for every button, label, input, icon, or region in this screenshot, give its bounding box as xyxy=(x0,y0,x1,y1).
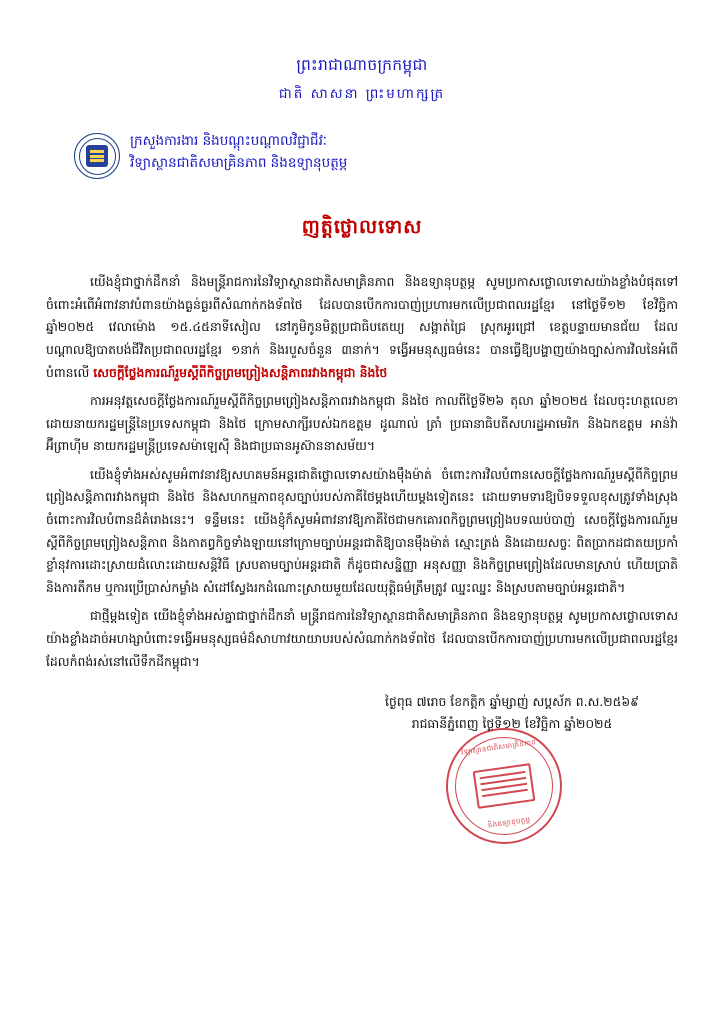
paragraph-2 xyxy=(46,390,678,458)
ministry-name-block xyxy=(130,131,347,174)
paragraph-1-text: យើងខ្ញុំជាថ្នាក់ដឹកនាំ និងមន្ត្រីរាជការនៃវិទ្យាស្ថានជាតិសមាគ្រិនភាព និងឧទ្យានុបត្ថម្ភ សូមប្រកាសថ្លោលទោសយ៉ាងខ្លាំងបំផុតទៅចំពោះអំពើអំពាវនាវបំពានយ៉ាងធ្ងន់ធ្ងរពីសំណាក់កងទ័ពថៃ ដែលបានបើកការបាញ់ប្រហារមកលើប្រជាពលរដ្ឋខ្មែរ នៅថ្ងៃទី១២ ខែវិច្ឆិកា ឆ្នាំ២០២៥ វេលាម៉ោង ១៥.៤៥នាទីសៀល នៅភូមិកូនមិត្តប្រជាធិបតេយ្យ សង្កាត់ជ្រៃ ស្រុកអូរជ្រៅ ខេត្តបន្ទាយមានជ័យ ដែលបណ្ដាលឱ្យបាតបង់ជីវិតប្រជាពលរដ្ឋខ្មែរ ១នាក់ និងរបួសចំនួន ៣នាក់។ ទង្វើអមនុស្សធម៌នេះ បានធ្វើឱ្យបង្ហាញយ៉ាងច្បាស់ការវិលនៃអំពើបំពានលើ xyxy=(46,274,678,380)
ministry-line-2: វិទ្យាស្ថានជាតិសមាគ្រិនភាព និងឧទ្យានុបត្ថម្ភ xyxy=(130,154,348,171)
paragraph-4 xyxy=(46,605,678,673)
signature-date-khmer: ថ្ងៃពុធ ៧រោច ខែកត្តិក ឆ្នាំម្សាញ់ សប្តស័ក ព.ស.២៥៦៩ xyxy=(385,694,639,710)
paragraph-3 xyxy=(46,464,678,599)
stamp-top-text: វិទ្យាស្ថានជាតិសមាគ្រិនភាព xyxy=(460,738,537,757)
stamp-emblem-icon xyxy=(473,763,536,809)
paragraph-4-text: ជាថ្មីម្ដងទៀត យើងខ្ញុំទាំងអស់គ្នាជាថ្នាក់ដឹកនាំ មន្ត្រីរាជការនៃវិទ្យាស្ថានជាតិសមាគ្រិនភាព និងឧទ្យានុបត្ថម្ភ សូមប្រកាសថ្លោលទោសយ៉ាងខ្លាំងដាច់អហង្សាបំពោះទង្វើអមនុស្សធម៌ដ៏សាហាវយាយាបរបស់សំណាក់កងទ័ពថៃ ដែលបានបើកការបាញ់ប្រហារមកលើប្រជាពលរដ្ឋខ្មែរដែលកំពង់រស់នៅលើទឹកដីកម្ពុជា។ xyxy=(46,608,678,669)
paragraph-2-text: ការអនុវត្តសេចក្ដីថ្លែងការណ៍រួមស្ដីពីកិច្ចព្រមព្រៀងសន្តិភាពរវាងកម្ពុជា និងថៃ កាលពីថ្ងៃទី២៦ តុលា ឆ្នាំ២០២៥ ដែលចុះហត្ថលេខាដោយនាយករដ្ឋមន្ត្រីនៃប្រទេសកម្ពុជា និងថៃ ក្រោមសាក្សីរបស់ឯកឧត្តម ដូណាល់ ត្រាំ ប្រធានាធិបតីសហរដ្ឋអាមេរិក និងឯកឧត្តម អាន់វ៉ា អ៊ីព្រាហ៊ីម នាយករដ្ឋមន្ត្រីប្រទេសម៉ាឡេស៊ី និងជាប្រធានអូស៊ាននាសម័យ។ xyxy=(46,393,678,454)
national-emblem-icon xyxy=(74,133,120,179)
national-motto: ជាតិ សាសនា ព្រះមហាក្សត្រ xyxy=(278,86,446,103)
signature-block xyxy=(46,691,678,736)
highlight-red-phrase: សេចក្ដីថ្លែងការណ៍រួមស្ដីពីកិច្ចព្រមព្រៀងសន្តិភាពរវាងកម្ពុជា និងថៃ xyxy=(93,364,388,380)
kingdom-heading: ព្រះរាជាណាចក្រកម្ពុជា xyxy=(296,56,428,74)
document-body xyxy=(46,271,678,673)
stamp-bottom-text: និងឧទ្យានុបត្ថម្ភ xyxy=(487,815,531,830)
official-red-stamp-icon xyxy=(438,720,569,851)
ministry-line-1: ក្រសួងការងារ និងបណ្ដុះបណ្ដាលវិជ្ជាជីវៈ xyxy=(130,133,328,150)
emblem-core-icon xyxy=(86,145,108,167)
signature-date-gregorian: រាជធានីភ្នំពេញ ថ្ងៃទី១២ ខែវិច្ឆិកា ឆ្នាំ២០២៥ xyxy=(411,716,613,732)
ministry-header xyxy=(46,131,678,179)
paragraph-1 xyxy=(46,271,678,384)
paragraph-3-text: យើងខ្ញុំទាំងអស់សូមអំពាវនាវឱ្យសហគមន៍អន្តរជាតិថ្លោលទោសយ៉ាងម៉ឹងម៉ាត់ ចំពោះការវិលបំពានសេចក្ដីថ្លែងការណ៍រួមស្ដីពីកិច្ចព្រមព្រៀងសន្តិភាពរវាងកម្ពុជា និងថៃ និងសហកម្មភាពខុសច្បាប់របស់ភាគីថៃម្ដងហើយម្ដងទៀតនេះ ដោយទាមទារឱ្យបិទទទួលខុសត្រូវទាំងស្រុងចំពោះការវិលបំពានដ៏គំរោងនេះ។ ទន្ទឹមនេះ យើងខ្ញុំក៏សូមអំពាវនាវឱ្យភាគីថៃជាមកគោរពកិច្ចព្រមព្រៀងបទឈប់បាញ់ សេចក្ដីថ្លែងការណ៍រួមស្ដីពីកិច្ចព្រមព្រៀងសន្តិភាព និងកាតព្វកិច្ចទាំងឡាយនៅក្រោមច្បាប់អន្តរជាតិឱ្យបានម៉ឹងម៉ាត់ ស្មោះត្រង់ និងដោយសច្ចៈ ពិតប្រាកដជាតយប្រកាំខ្លាំនុវការដោះស្រាយជំលោះដោយសន្តិវិធី ស្របតាមច្បាប់អន្តរជាតិ ក៏ដូចជាសន្និញ្ញា អនុសញ្ញា និងកិច្ចព្រមព្រៀងដែលមានស្រាប់ ហើយប្រាតិ និងការតឹកម ឬការប្រើប្រាស់កម្លាំង សំដៅស្វែងរកដំណោះស្រាយមួយដែលយុត្តិធម៌ត្រឹមត្រូវ ឈ្នះឈ្នះ និងស្របតាមច្បាប់អន្តរជាតិ។ xyxy=(46,466,678,595)
page-title: ញត្តិថ្លោលទោស xyxy=(301,216,423,239)
